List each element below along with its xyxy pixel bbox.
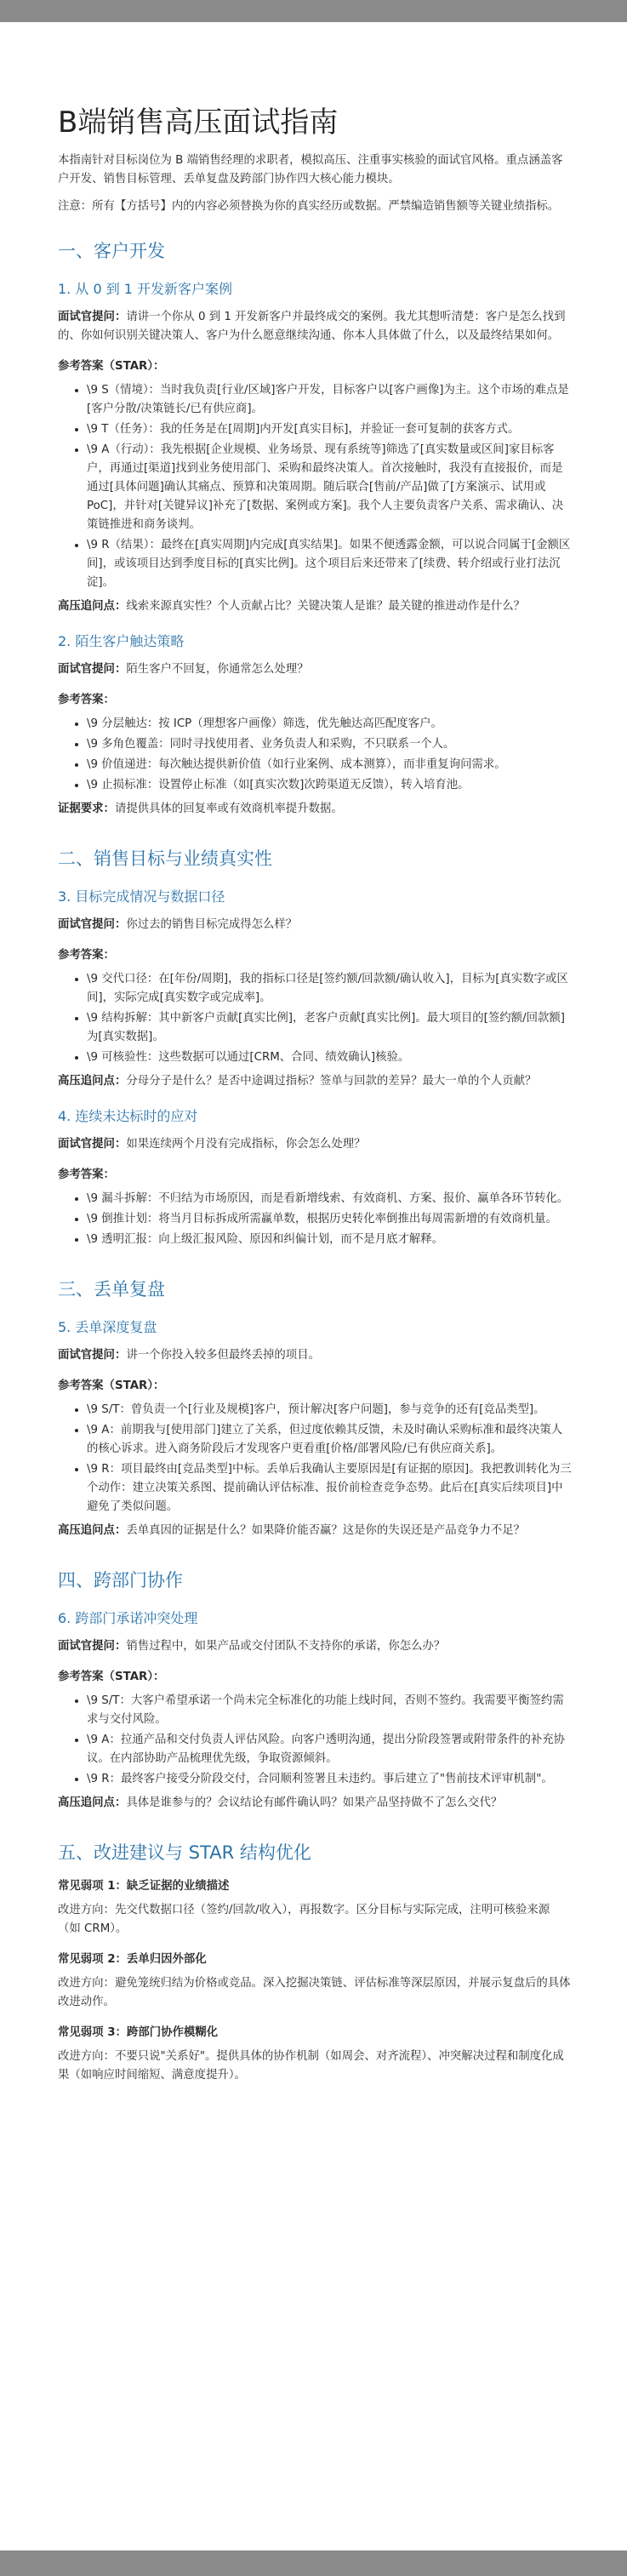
question-title: 2. 陌生客户触达策略 xyxy=(58,633,185,649)
question: 面试官提问：你过去的销售目标完成得怎么样？ xyxy=(58,918,298,931)
list-item: • \9 A：拉通产品和交付负责人评估风险。向客户透明沟通，提出分阶段签署或附带条件的补充协议。在内部协助产品梳理优先级，争取资源倾斜。 xyxy=(87,1731,572,1768)
weakness-title: 常见弱项 3：跨部门协作模糊化 xyxy=(58,2026,219,2039)
question-title: 5. 丢单深度复盘 xyxy=(58,1319,157,1335)
list-item: • \9 R：项目最终由[竞品类型]中标。丢单后我确认主要原因是[有证据的原因]。我把教训转化为三个动作：建立决策关系图、提前确认评估标准、报价前检查竞争态势。此后在[真实后续项目]中避免了类似问题。 xyxy=(87,1460,572,1516)
list-item: • \9 倒推计划：将当月目标拆成所需赢单数，根据历史转化率倒推出每周需新增的有效商机量。 xyxy=(87,1210,572,1229)
top-bar xyxy=(0,0,627,22)
weakness-text: 改进方向：避免笼统归结为价格或竞品。深入挖掘决策链、评估标准等深层原因，并展示复盘后的具体改进动作。 xyxy=(58,1977,571,2008)
followup: 高压追问点：丢单真因的证据是什么？如果降价能否赢？这是你的失误还是产品竞争力不足？ xyxy=(58,1524,526,1537)
note: 注意：所有【方括号】内的内容必须替换为你的真实经历或数据。严禁编造销售额等关键业绩指标。 xyxy=(58,200,560,213)
list-item: • \9 多角色覆盖：同时寻找使用者、业务负责人和采购，不只联系一个人。 xyxy=(87,735,572,754)
question: 面试官提问：讲一个你投入较多但最终丢掉的项目。 xyxy=(58,1349,320,1362)
list-item: • \9 透明汇报：向上级汇报风险、原因和纠偏计划，而不是月底才解释。 xyxy=(87,1231,572,1249)
evidence: 证据要求：请提供具体的回复率或有效商机率提升数据。 xyxy=(58,803,343,815)
answer-list xyxy=(58,381,572,592)
document xyxy=(58,104,572,2093)
page-title: B端销售高压面试指南 xyxy=(58,106,339,140)
answer-label: 参考答案（STAR）： xyxy=(58,1379,165,1392)
answer-list xyxy=(58,1401,572,1516)
answer-list xyxy=(58,970,572,1067)
weakness-text: 改进方向：先交代数据口径（签约/回款/收入），再报数字。区分目标与实际完成，注明可核验来源（如 CRM）。 xyxy=(58,1904,550,1935)
answer-list xyxy=(58,1190,572,1249)
followup: 高压追问点：分母分子是什么？是否中途调过指标？签单与回款的差异？最大一单的个人贡献？ xyxy=(58,1075,537,1088)
question: 面试官提问：销售过程中，如果产品或交付团队不支持你的承诺，你怎么办？ xyxy=(58,1640,446,1653)
list-item: • \9 漏斗拆解：不归结为市场原因，而是看新增线索、有效商机、方案、报价、赢单各环节转化。 xyxy=(87,1190,572,1208)
answer-list xyxy=(58,1692,572,1789)
list-item: • \9 S/T：曾负责一个[行业及规模]客户，预计解决[客户问题]，参与竞争的还有[竞品类型]。 xyxy=(87,1401,572,1419)
list-item: • \9 止损标准：设置停止标准（如[真实次数]次跨渠道无反馈），转入培育池。 xyxy=(87,776,572,795)
bottom-bar xyxy=(0,2550,627,2576)
weakness-text: 改进方向：不要只说"关系好"。提供具体的协作机制（如周会、对齐流程）、冲突解决过程和制度化成果（如响应时间缩短、满意度提升）。 xyxy=(58,2050,564,2082)
followup: 高压追问点：具体是谁参与的？会议结论有邮件确认吗？如果产品坚持做不了怎么交代？ xyxy=(58,1796,503,1809)
list-item: • \9 A：前期我与[使用部门]建立了关系，但过度依赖其反馈，未及时确认采购标准和最终决策人的核心诉求。进入商务阶段后才发现客户更看重[价格/部署风险/已有供应商关系]。 xyxy=(87,1421,572,1459)
list-item: • \9 可核验性：这些数据可以通过[CRM、合同、绩效确认]核验。 xyxy=(87,1048,572,1067)
section-title: 二、销售目标与业绩真实性 xyxy=(58,848,272,869)
question-title: 4. 连续未达标时的应对 xyxy=(58,1108,198,1124)
answer-label: 参考答案： xyxy=(58,694,115,706)
followup: 高压追问点：线索来源真实性？个人贡献占比？关键决策人是谁？最关键的推进动作是什么？ xyxy=(58,600,526,613)
question: 面试官提问：陌生客户不回复，你通常怎么处理？ xyxy=(58,663,309,676)
section-title: 四、跨部门协作 xyxy=(58,1570,183,1591)
list-item: • \9 价值递进：每次触达提供新价值（如行业案例、成本测算），而非重复询问需求。 xyxy=(87,756,572,774)
section-title: 三、丢单复盘 xyxy=(58,1279,165,1299)
list-item: • \9 A（行动）：我先根据[企业规模、业务场景、现有系统等]筛选了[真实数量或区间]家目标客户，再通过[渠道]找到业务使用部门、采购和最终决策人。首次接触时，我没有直接报价，而是通过[具体问题]确认其痛点、预算和决策周期。随后联合[售前/产品]做了[方案演示、试用或 PoC]，并针对[关键异议]补充了[数据、案例或方案]。我个人主要负责客户关系、需求确认、决策链推进和商务谈判。 xyxy=(87,441,572,534)
list-item: • \9 分层触达：按 ICP（理想客户画像）筛选，优先触达高匹配度客户。 xyxy=(87,715,572,734)
list-item: • \9 S（情境）：当时我负责[行业/区域]客户开发，目标客户以[客户画像]为主。这个市场的难点是[客户分散/决策链长/已有供应商]。 xyxy=(87,381,572,419)
question-title: 6. 跨部门承诺冲突处理 xyxy=(58,1610,198,1626)
question-title: 3. 目标完成情况与数据口径 xyxy=(58,888,225,905)
question: 面试官提问：请讲一个你从 0 到 1 开发新客户并最终成交的案例。我尤其想听清楚：客户是怎么找到的、你如何识别关键决策人、客户为什么愿意继续沟通、你本人具体做了什么，以及最终结果如何。 xyxy=(58,311,566,342)
answer-label: 参考答案： xyxy=(58,949,115,962)
section-title: 一、客户开发 xyxy=(58,241,165,261)
weakness-title: 常见弱项 1：缺乏证据的业绩描述 xyxy=(58,1880,230,1893)
list-item: • \9 T（任务）：我的任务是在[周期]内开发[真实目标]，并验证一套可复制的获客方式。 xyxy=(87,420,572,439)
answer-list xyxy=(58,715,572,795)
answer-label: 参考答案（STAR）： xyxy=(58,360,165,373)
list-item: • \9 结构拆解：其中新客户贡献[真实比例]，老客户贡献[真实比例]。最大项目的[签约额/回款额]为[真实数据]。 xyxy=(87,1009,572,1047)
question: 面试官提问：如果连续两个月没有完成指标，你会怎么处理？ xyxy=(58,1138,366,1151)
question-title: 1. 从 0 到 1 开发新客户案例 xyxy=(58,281,233,297)
answer-label: 参考答案（STAR）： xyxy=(58,1671,165,1683)
list-item: • \9 S/T：大客户希望承诺一个尚未完全标准化的功能上线时间，否则不签约。我需要平衡签约需求与交付风险。 xyxy=(87,1692,572,1729)
list-item: • \9 R（结果）：最终在[真实周期]内完成[真实结果]。如果不便透露金额，可以说合同属于[金额区间]，或该项目达到季度目标的[真实比例]。这个项目后来还带来了[续费、转介绍或行业打法沉淀]。 xyxy=(87,536,572,592)
intro: 本指南针对目标岗位为 B 端销售经理的求职者，模拟高压、注重事实核验的面试官风格。重点涵盖客户开发、销售目标管理、丢单复盘及跨部门协作四大核心能力模块。 xyxy=(58,154,563,186)
list-item: • \9 交代口径：在[年份/周期]，我的指标口径是[签约额/回款额/确认收入]，目标为[真实数字或区间]，实际完成[真实数字或完成率]。 xyxy=(87,970,572,1008)
list-item: • \9 R：最终客户接受分阶段交付，合同顺利签署且未违约。事后建立了"售前技术评审机制"。 xyxy=(87,1770,572,1789)
section-title: 五、改进建议与 STAR 结构优化 xyxy=(58,1842,311,1863)
answer-label: 参考答案： xyxy=(58,1168,115,1181)
weakness-title: 常见弱项 2：丢单归因外部化 xyxy=(58,1953,207,1966)
